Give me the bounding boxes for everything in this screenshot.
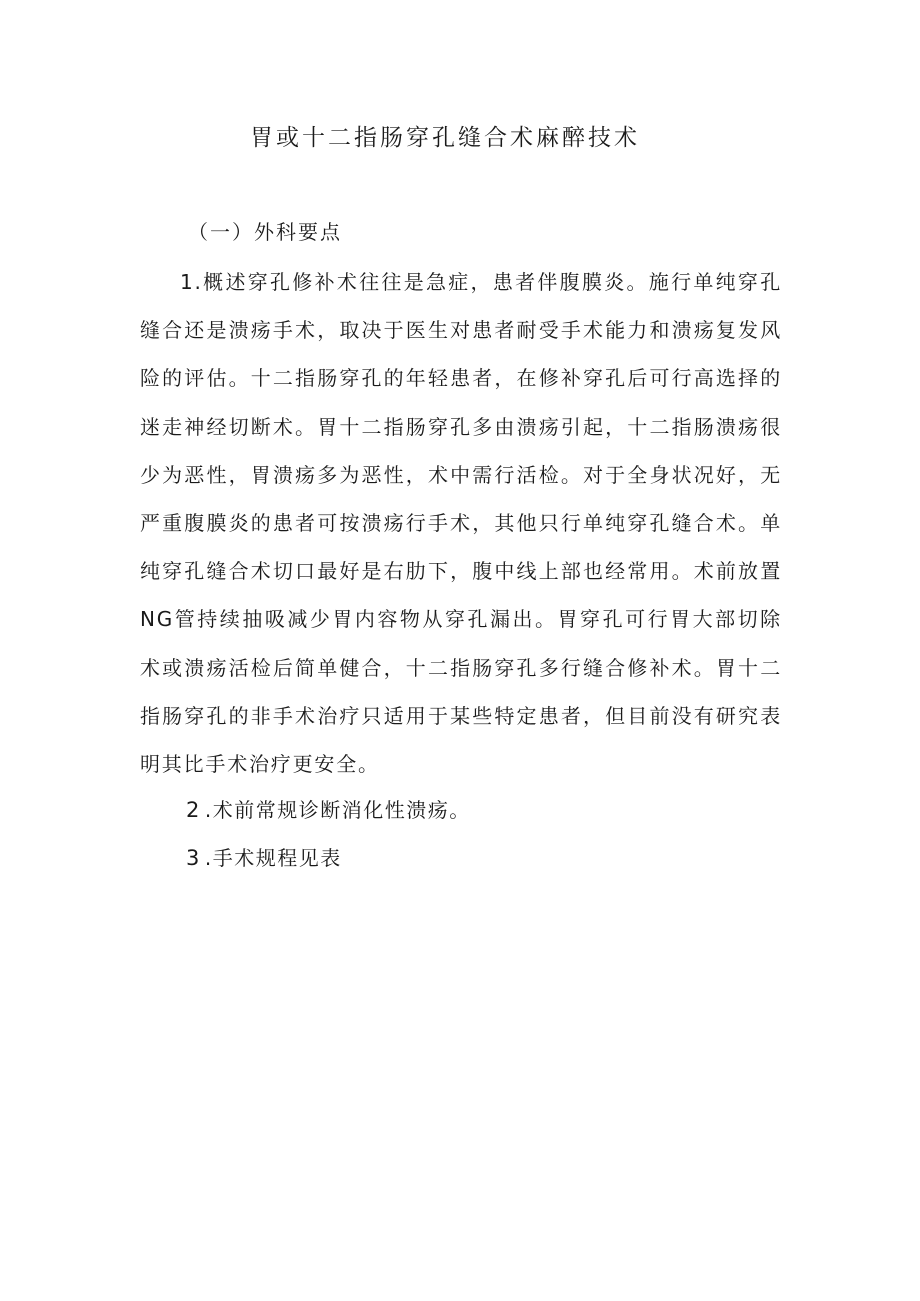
list-item-3 bbox=[186, 838, 342, 878]
list-item-3-number: 3 bbox=[186, 846, 201, 870]
section-heading: （一）外科要点 bbox=[188, 220, 342, 244]
list-item-3-text: .手术规程见表 bbox=[204, 846, 342, 870]
body-paragraph: 1.概述穿孔修补术往往是急症，患者伴腹膜炎。施行单纯穿孔缝合还是溃疡手术，取决于医生对患者耐受手术能力和溃疡复发风险的评估。十二指肠穿孔的年轻患者，在修补穿孔后可行高选择的迷走神经切断术。胃十二指肠穿孔多由溃疡引起，十二指肠溃疡很少为恶性，胃溃疡多为恶性，术中需行活检。对于全身状况好，无严重腹膜炎的患者可按溃疡行手术，其他只行单纯穿孔缝合术。单纯穿孔缝合术切口最好是右肋下，腹中线上部也经常用。术前放置NG管持续抽吸减少胃内容物从穿孔漏出。胃穿孔可行胃大部切除术或溃疡活检后简单健合，十二指肠穿孔多行缝合修补术。胃十二指肠穿孔的非手术治疗只适用于某些特定患者，但目前没有研究表明其比手术治疗更安全。 bbox=[140, 270, 782, 777]
document-title: 胃或十二指肠穿孔缝合术麻醉技术 bbox=[250, 125, 640, 151]
list-item-2-text: .术前常规诊断消化性溃疡。 bbox=[204, 798, 471, 822]
list-item-2-number: 2 bbox=[186, 798, 201, 822]
list-item-2 bbox=[186, 790, 471, 830]
